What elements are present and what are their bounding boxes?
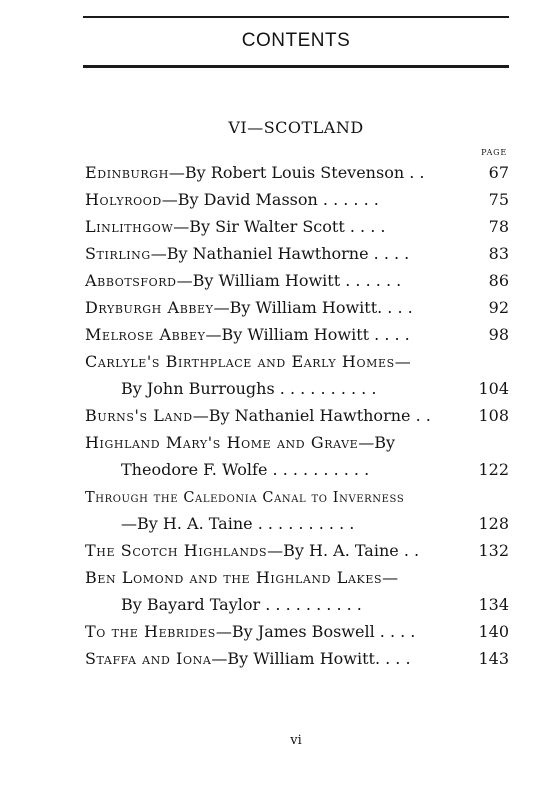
toc-page: 86 (488, 271, 509, 290)
toc-author: — (382, 568, 399, 587)
toc-author: —By James Boswell . . (215, 622, 396, 641)
toc-page: 104 (478, 379, 509, 398)
toc-page: 67 (488, 163, 509, 182)
toc-place: Edinburgh (85, 163, 169, 182)
toc-leader: . . (409, 163, 425, 182)
toc-leader: . . . . . . . . (300, 379, 377, 398)
toc-author: —By (358, 433, 396, 452)
title-rule (83, 65, 509, 68)
toc-leader: . . . . (365, 271, 402, 290)
toc-leader: . . . . (373, 244, 410, 263)
page-column-label: PAGE (481, 148, 507, 157)
toc-page: 132 (478, 541, 509, 560)
toc-leader: . . . . . . (322, 190, 379, 209)
toc-entry (85, 294, 509, 321)
toc-place: Abbotsford (85, 271, 177, 290)
toc-leader: . . (397, 298, 413, 317)
toc-place: Through the Caledonia Canal to Inverness (85, 490, 405, 506)
toc-place: Dryburgh Abbey (85, 298, 214, 317)
top-rule (83, 16, 509, 18)
toc-leader: . . (415, 406, 431, 425)
toc-leader: . . (400, 622, 416, 641)
toc-place: Highland Mary's Home and Grave (85, 433, 359, 452)
toc-entry (85, 483, 509, 510)
toc-entry (85, 429, 509, 456)
toc-entry-continued (85, 375, 509, 402)
toc-place: Holyrood (85, 190, 162, 209)
toc-author: —By H. A. Taine (267, 541, 399, 560)
toc-author: —By Robert Louis Stevenson (168, 163, 405, 182)
toc-entry (85, 321, 509, 348)
toc-entry (85, 159, 509, 186)
toc-page: 98 (488, 325, 509, 344)
toc-leader: . . . . . . . . . . (265, 595, 362, 614)
toc-entry-continued (85, 456, 509, 483)
toc-page: 83 (488, 244, 509, 263)
toc-entry (85, 645, 509, 672)
toc-page: 75 (488, 190, 509, 209)
toc-page: 122 (478, 460, 509, 479)
toc-place: Linlithgow (85, 217, 174, 236)
toc-author: —By William Howitt . . (205, 325, 390, 344)
toc-entry (85, 402, 509, 429)
toc-author: By John Burroughs . . (121, 379, 296, 398)
toc-entry (85, 213, 509, 240)
toc-place: Ben Lomond and the Highland Lakes (85, 568, 383, 587)
toc-author: —By H. A. Taine (121, 514, 253, 533)
toc-author: —By Sir Walter Scott (173, 217, 345, 236)
toc-leader: . . (394, 325, 410, 344)
toc-author: —By William Howitt. . (211, 649, 391, 668)
toc-author: —By Nathaniel Hawthorne (150, 244, 369, 263)
toc-leader: . . . . (349, 217, 386, 236)
toc-page: 92 (488, 298, 509, 317)
toc-place: Burns's Land (85, 406, 193, 425)
toc-leader: . . . . . . . . . . (272, 460, 370, 479)
toc-page: 128 (478, 514, 509, 533)
toc-place: Staffa and Iona (85, 649, 212, 668)
toc-place: Melrose Abbey (85, 325, 206, 344)
toc-leader: . . (403, 541, 420, 560)
toc-page: 140 (478, 622, 509, 641)
toc-entry (85, 186, 509, 213)
toc-leader: . . . . . . . . . . (257, 514, 355, 533)
toc-author: —By Nathaniel Hawthorne (192, 406, 411, 425)
toc-place: Carlyle's Birthplace and Early Homes (85, 352, 395, 371)
toc-author: —By William Howitt . . (176, 271, 361, 290)
toc-place: Stirling (85, 244, 151, 263)
toc-entry-continued (85, 510, 509, 537)
toc-author: —By William Howitt. . (213, 298, 393, 317)
toc-page: 143 (478, 649, 509, 668)
page-folio: vi (290, 733, 302, 748)
toc-page: 78 (488, 217, 509, 236)
toc-page: 108 (478, 406, 509, 425)
toc-entry (85, 564, 509, 591)
toc-list (85, 159, 509, 672)
toc-author: —By David Masson (161, 190, 318, 209)
toc-entry-continued (85, 591, 509, 618)
page-title: CONTENTS (241, 30, 351, 51)
toc-entry (85, 240, 509, 267)
toc-entry (85, 267, 509, 294)
toc-entry (85, 618, 509, 645)
toc-entry (85, 348, 509, 375)
toc-entry (85, 537, 509, 564)
toc-place: The Scotch Highlands (85, 541, 268, 560)
toc-author: By Bayard Taylor (121, 595, 261, 614)
toc-leader: . . (395, 649, 411, 668)
toc-page: 134 (478, 595, 509, 614)
section-title: VI—SCOTLAND (228, 118, 364, 137)
toc-author: Theodore F. Wolfe (121, 460, 268, 479)
toc-author: — (394, 352, 411, 371)
toc-place: To the Hebrides (85, 622, 216, 641)
